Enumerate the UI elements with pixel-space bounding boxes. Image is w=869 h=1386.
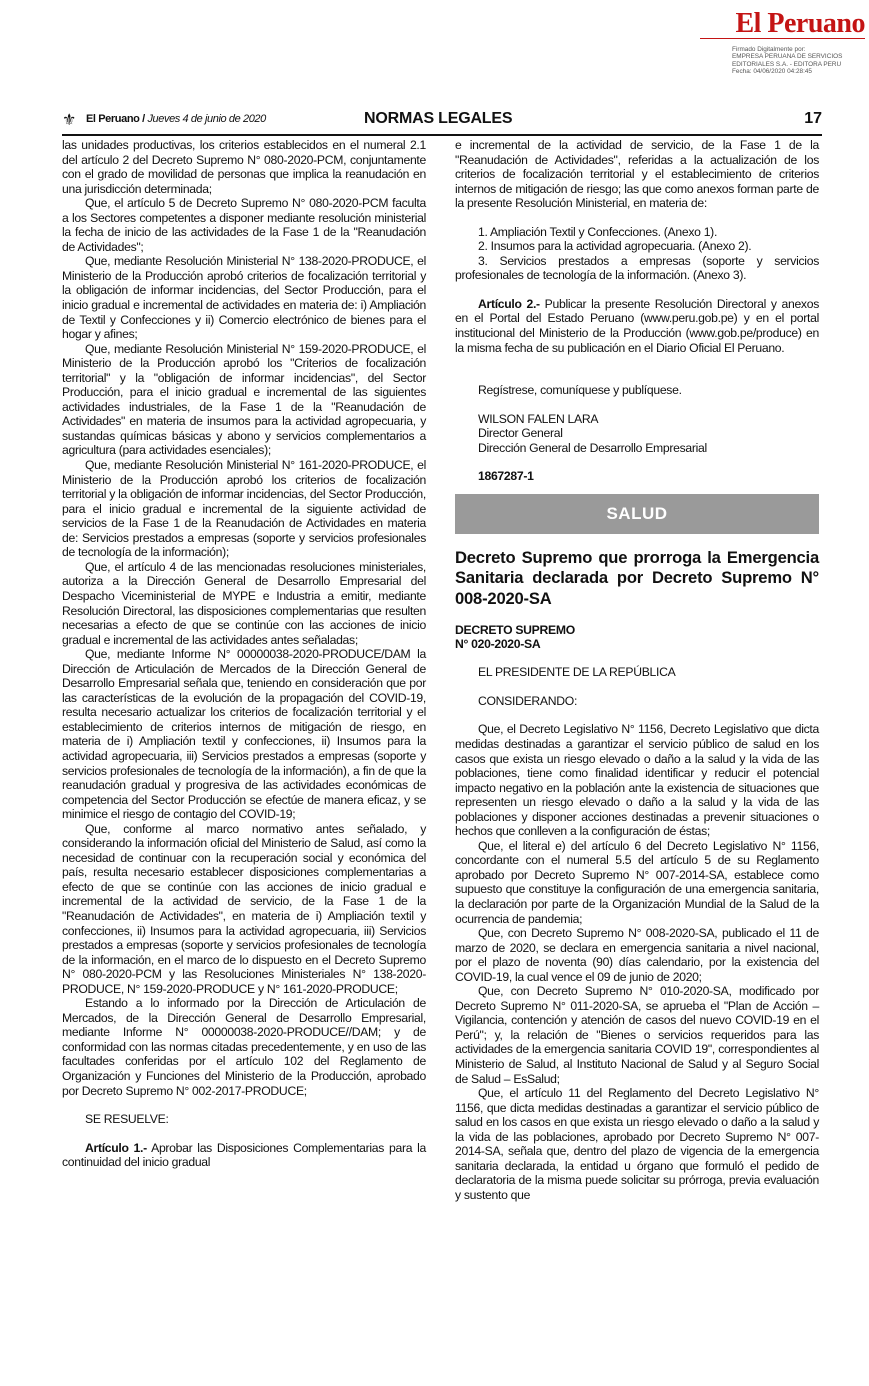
- paragraph: Estando a lo informado por la Dirección de Articulación de Mercados, de la Dirección General de Desarrollo Empresarial, mediante Informe N° 00000038-2020-PRODUCE//DAM; y de conformidad con las normas citadas precedentemente, y en uso de las facultades conferidas por el artículo 102 del Reglamento de Organización y Funciones del Ministerio de la Producción, aprobado por Decreto Supremo N° 002-2017-PRODUCE;: [62, 996, 426, 1098]
- president-heading: EL PRESIDENTE DE LA REPÚBLICA: [478, 665, 676, 680]
- paragraph: Que, conforme al marco normativo antes señalado, y considerando la información oficial del Ministerio de Salud, así como la necesidad de continuar con la recuperación social y económica del país, resulta necesario establecer disposiciones complementarias a efecto de que se continúe con las acciones de inicio gradual e incremental de la actividad de servicio, de la Fase 1 de la "Reanudación de Actividades", en materia de i) Ampliación textil y confecciones, ii) Insumos para la actividad agropecuaria, iii) Servicios prestados a empresas (soporte y servicios profesionales de tecnología de la información, en el marco de lo dispuesto en el Decreto Supremo N° 080-2020-PCM y las Resoluciones Ministeriales N° 138-2020-PRODUCE, N° 159-2020-PRODUCE y N° 161-2020-PRODUCE;: [62, 821, 426, 996]
- articulo-2: [455, 297, 819, 355]
- se-resuelve: SE RESUELVE:: [85, 1112, 169, 1127]
- paragraph: Que, con Decreto Supremo N° 008-2020-SA, publicado el 11 de marzo de 2020, se declara en emergencia sanitaria a nivel nacional, por el plazo de noventa (90) días calendario, por la existencia del COVID-19, la cual vence el 09 de junio de 2020;: [455, 926, 819, 984]
- left-column: [62, 138, 426, 1170]
- header-date: Jueves 4 de junio de 2020: [147, 113, 266, 125]
- articulo-2-text: Publicar la presente Resolución Directoral y anexos en el Portal del Estado Peruano (www.peru.gob.pe) y en el portal institucional del Ministerio de la Producción (www.gob.pe/produce) en la misma fecha de su publicación en el Diario Oficial El Peruano.: [455, 296, 819, 355]
- paragraph: Que, mediante Resolución Ministerial N° 138-2020-PRODUCE, el Ministerio de la Producción aprobó criterios de focalización territorial y la obligación de informar incidencias, del Sector Producción, para el inicio gradual e incremental de actividades en materia de: i) Ampliación de Textil y Confecciones y ii) Comercio electrónico de bienes para el hogar y afines;: [62, 254, 426, 342]
- publication-code: 1867287-1: [478, 469, 534, 484]
- articulo-2-label: Artículo 2.-: [478, 296, 540, 311]
- annex-item: 2. Insumos para la actividad agropecuaria. (Anexo 2).: [478, 239, 752, 254]
- paragraph: Que, el artículo 5 de Decreto Supremo N° 080-2020-PCM faculta a los Sectores competentes a disponer mediante resolución ministerial la fecha de inicio de las actividades de la Fase 1 de la "Reanudación de Actividades";: [62, 196, 426, 254]
- signature-line: EDITORIALES S.A. - EDITORA PERU: [732, 60, 842, 68]
- signer-title: Director General: [478, 426, 563, 441]
- annex-item: 3. Servicios prestados a empresas (soporte y servicios profesionales de tecnología de la información. (Anexo 3).: [455, 253, 819, 283]
- ds-label: DECRETO SUPREMO: [455, 623, 575, 638]
- signature-line: Firmado Digitalmente por:: [732, 46, 806, 53]
- section-banner: SALUD: [455, 494, 819, 534]
- section-name: NORMAS LEGALES: [364, 110, 513, 127]
- paragraph: las unidades productivas, los criterios establecidos en el numeral 2.1 del artículo 2 del Decreto Supremo N° 080-2020-PCM, conjuntamente con el grado de movilidad de personas que implica la reanudación en una jurisdicción determinada;: [62, 138, 426, 196]
- right-column: [455, 138, 819, 1202]
- paragraph: Que, el artículo 4 de las mencionadas resoluciones ministeriales, autoriza a la Dirección General de Desarrollo Empresarial del Despacho Viceministerial de MYPE e Industria a emitir, mediante Resolución Directoral, las disposiciones complementarias que resulten necesarias a efecto de que se continúe con las acciones de inicio gradual e incremental de las actividades antes señaladas;: [62, 559, 426, 647]
- articulo-1-label: Artículo 1.-: [85, 1140, 147, 1155]
- decree-title: Decreto Supremo que prorroga la Emergencia Sanitaria declarada por Decreto Supremo N° 008-2020-SA: [455, 547, 819, 608]
- paper-name: El Peruano /: [86, 113, 145, 125]
- articulo-1-text: Aprobar las Disposiciones Complementarias para la continuidad del inicio gradual: [62, 1140, 426, 1170]
- logo-rule: [700, 38, 865, 43]
- ds-number: N° 020-2020-SA: [455, 637, 541, 652]
- signature-line: EMPRESA PERUANA DE SERVICIOS: [732, 53, 843, 61]
- signer-office: Dirección General de Desarrollo Empresarial: [478, 440, 707, 455]
- page-header: [62, 108, 822, 136]
- paragraph: Que, el literal e) del artículo 6 del Decreto Legislativo N° 1156, concordante con el numeral 5.5 del artículo 5 de su Reglamento aprobado por Decreto Supremo N° 007-2014-SA, establece como supuesto que constituye la configuración de una emergencia sanitaria, la declaración por parte de la Organización Mundial de la Salud de la ocurrencia de pandemia;: [455, 838, 819, 926]
- paragraph: Que, mediante Resolución Ministerial N° 159-2020-PRODUCE, el Ministerio de la Producción aprobó los "Criterios de focalización territorial" y la "obligación de informar incidencias", del Sector Producción, para el inicio gradual e incremental de las siguientes actividades industriales, de la Fase 1 de la "Reanudación de Actividades" en materia de insumos para la actividad agropecuaria, y sustandas químicas básicas y abono y servicios complementarios a agricultura (para actividades esenciales);: [62, 341, 426, 458]
- header-paper: [86, 113, 266, 125]
- paragraph: Que, el Decreto Legislativo N° 1156, Decreto Legislativo que dicta medidas destinadas a garantizar el servicio público de salud en los casos que exista un riesgo elevado o daño a la salud y la vida de las poblaciones, tiene como finalidad identificar y reducir el potencial impacto negativo en la población ante la existencia de situaciones que representen un riesgo elevado o daño a la salud y la vida de las poblaciones y disponer acciones destinadas a prevenir situaciones o hechos que conlleven a la configuración de éstas;: [455, 722, 819, 839]
- considerando-heading: CONSIDERANDO:: [478, 693, 578, 708]
- digital-signature: [732, 46, 867, 76]
- paragraph: Que, el artículo 11 del Reglamento del Decreto Legislativo N° 1156, que dicta medidas destinadas a garantizar el servicio público de salud en los casos en que exista un riesgo elevado o daño a la salud y la vida de las poblaciones, aprobado por Decreto Supremo N° 007-2014-SA, señala que, dentro del plazo de vigencia de la emergencia sanitaria declarada, la entidad u órgano que formuló el pedido de declaratoria de la misma puede solicitar su prórroga, previa evaluación y sustento que: [455, 1086, 819, 1202]
- articulo-1: [62, 1141, 426, 1170]
- page-number: 17: [804, 110, 822, 127]
- signature-line: Fecha: 04/06/2020 04:28:45: [732, 68, 812, 76]
- signer-name: WILSON FALEN LARA: [478, 411, 599, 426]
- paragraph: e incremental de la actividad de servicio, de la Fase 1 de la "Reanudación de Actividades", referidas a la actualización de los criterios de focalización territorial y el establecimiento de criterios internos de mitigación de riesgo; las que como anexos forman parte de la presente Resolución Ministerial, en materia de:: [455, 138, 819, 211]
- annex-item: 1. Ampliación Textil y Confecciones. (Anexo 1).: [478, 224, 718, 239]
- paragraph: Que, mediante Resolución Ministerial N° 161-2020-PRODUCE, el Ministerio de la Producción aprobó los criterios de focalización territorial y la obligación de informar incidencias, del Sector Producción, para el inicio gradual e incremental de la siguiente actividad de servicios de la Fase 1 de la Reanudación de Actividades en materia de: Servicios prestados a empresas (soporte y servicios profesionales de tecnología de la información);: [62, 458, 426, 560]
- paragraph: Que, con Decreto Supremo N° 010-2020-SA, modificado por Decreto Supremo N° 011-2020-SA, se aprueba el "Plan de Acción – Vigilancia, contención y atención de casos del nuevo COVID-19 en el Perú"; y, la relación de "Bienes o servicios requeridos para las actividades de la emergencia sanitaria COVID 19", correspondientes al Ministerio de Salud, al Instituto Nacional de Salud y al Seguro Social de Salud – EsSalud;: [455, 984, 819, 1086]
- paragraph: Que, mediante Informe N° 00000038-2020-PRODUCE/DAM la Dirección de Articulación de Mercados de la Dirección General de Desarrollo Empresarial señala que, teniendo en consideración que por las características de la evolución de la propagación del COVID-19, resulta necesario actualizar los criterios de focalización territorial y el establecimiento de criterios internos de mitigación de riesgo, en materia de i) Ampliación textil y confecciones, ii) Insumos para la actividad agropecuaria, iii) Servicios prestados a empresas (soporte y servicios profesionales de tecnología de la información), a fin de que la reanudación gradual y progresiva de las actividades económicas de competencia del Sector Producción se efectúe de manera eficaz, y se minimice el riesgo de contagio del COVID-19;: [62, 647, 426, 822]
- closing-formula: Regístrese, comuníquese y publíquese.: [478, 383, 682, 398]
- crest-icon: ⚜: [62, 112, 77, 129]
- el-peruano-logo: El Peruano: [735, 8, 865, 39]
